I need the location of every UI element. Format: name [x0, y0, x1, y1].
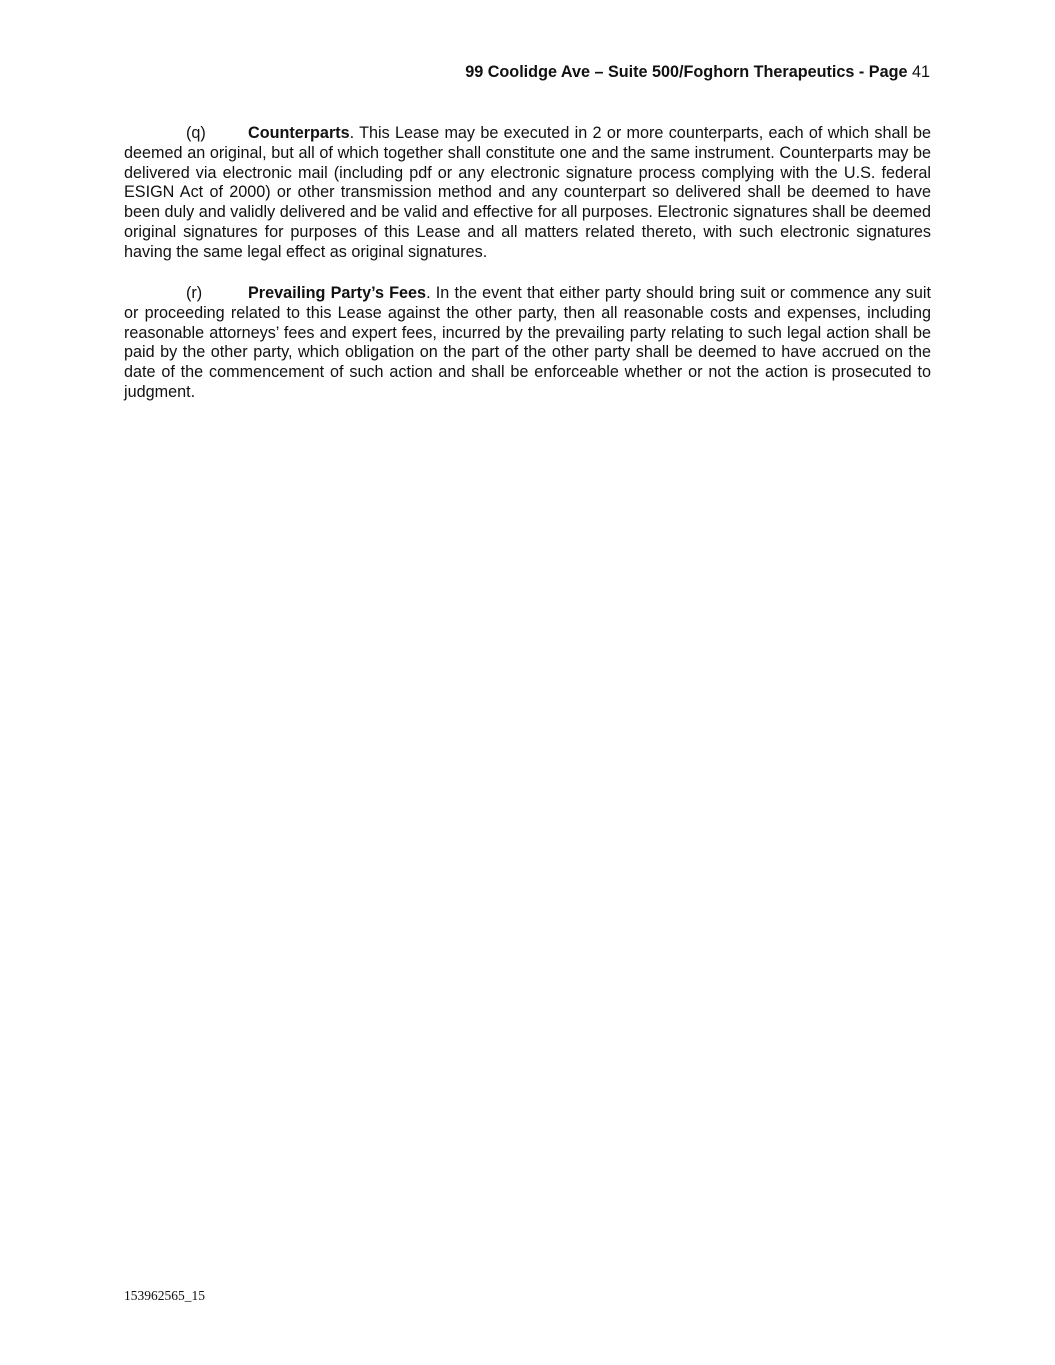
document-id-footer: 153962565_15 — [124, 1288, 205, 1303]
paragraph-heading: Prevailing Party’s Fees — [248, 284, 427, 302]
paragraph-prevailing-party-fees — [124, 284, 931, 403]
paragraph-label: (r) — [186, 284, 203, 302]
paragraph-counterparts — [124, 124, 931, 263]
paragraph-label: (q) — [186, 124, 206, 142]
paragraph-text: . This Lease may be executed in 2 or more counterparts, each of which shall be deemed an original, but all of which together shall constitute one and the same instrument. Counterparts may be delivered via electronic mail (including pdf or any electronic signature process complying with the U.S. federal ESIGN Act of 2000) or other transmission method and any counterpart so delivered shall be deemed to have been duly and validly delivered and be valid and effective for all purposes. Electronic signatures shall be deemed original signatures for purposes of this Lease and all matters related thereto, with such electronic signatures having the same legal effect as original signatures. — [124, 124, 931, 261]
page-header — [465, 62, 930, 82]
page-number: 41 — [911, 63, 930, 81]
paragraph-text: . In the event that either party should bring suit or commence any suit or proceeding related to this Lease against the other party, then all reasonable costs and expenses, including reasonable attorneys’ fees and expert fees, incurred by the prevailing party relating to such legal action shall be paid by the other party, which obligation on the part of the other party shall be deemed to have accrued on the date of the commencement of such action and shall be enforceable whether or not the action is prosecuted to judgment. — [124, 284, 931, 401]
paragraph-heading: Counterparts — [248, 124, 350, 142]
header-title: 99 Coolidge Ave – Suite 500/Foghorn Therapeutics - Page — [465, 63, 908, 81]
